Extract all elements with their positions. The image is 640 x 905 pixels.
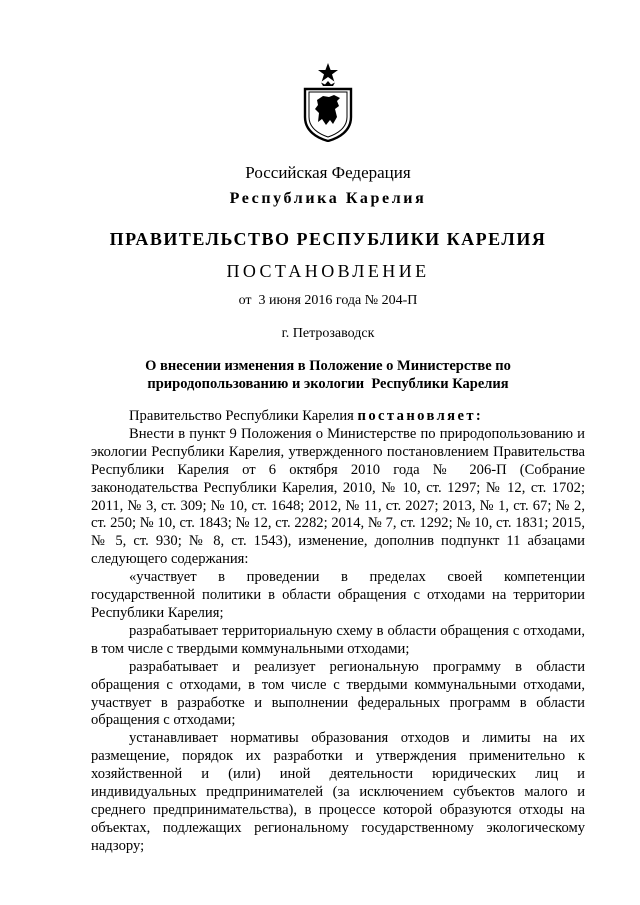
document-title-line-1: О внесении изменения в Положение о Министерстве по: [145, 358, 511, 374]
document-body: [91, 408, 585, 856]
republic-name: Республика Карелия: [229, 190, 427, 207]
karelia-coat-of-arms-icon: [302, 62, 354, 142]
intro-verb: постановляет:: [357, 408, 484, 424]
intro-prefix: Правительство Республики Карелия: [129, 408, 358, 424]
body-paragraph: Внести в пункт 9 Положения о Министерстве по природопользованию и экологии Республики Карелия, утвержденного постановлением Правительства Республики Карелия от 6 октября 2010 года № 206-П (Собрание законодательства Республики Карелия, 2010, № 10, ст. 1297; № 12, ст. 1702; 2011, № 3, ст. 309; № 10, ст. 1648; 2012, № 11, ст. 2027; 2013, № 1, ст. 67; № 2, ст. 250; № 10, ст. 1843; № 12, ст. 2282; 2014, № 7, ст. 1292; № 10, ст. 1831; 2015, № 5, ст. 930; № 8, ст. 1543), изменение, дополнив подпункт 11 абзацами следующего содержания:: [91, 425, 585, 568]
document-date-number: от 3 июня 2016 года № 204-П: [238, 293, 418, 308]
body-paragraph: устанавливает нормативы образования отходов и лимиты на их размещение, порядок их разработки и утверждения применительно к хозяйственной и (или) иной деятельности юридических лиц и индивидуальных предпринимателей (за исключением субъектов малого и среднего предпринимательства), в процессе которой образуются отходы на объектах, подлежащих региональному государственному экологическому надзору;: [91, 730, 585, 854]
country-name: Российская Федерация: [245, 163, 411, 182]
body-paragraph: разрабатывает территориальную схему в области обращения с отходами, в том числе с твердыми коммунальными отходами;: [91, 622, 585, 657]
body-paragraph: «участвует в проведении в пределах своей компетенции государственной политики в области обращения с отходами на территории Республики Карелия;: [91, 569, 585, 621]
document-type: ПОСТАНОВЛЕНИЕ: [226, 261, 430, 281]
document-title: [0, 357, 640, 393]
resolution-intro: [91, 408, 585, 426]
government-name: ПРАВИТЕЛЬСТВО РЕСПУБЛИКИ КАРЕЛИЯ: [109, 229, 547, 249]
document-title-line-2: природопользованию и экологии Республики Карелия: [147, 376, 509, 392]
document-city: г. Петрозаводск: [281, 326, 375, 341]
body-paragraph: разрабатывает и реализует региональную программу в области обращения с отходами, в том числе с твердыми коммунальными отходами, участвует в разработке и выполнении федеральных программ в области обращения с отходами;: [91, 658, 585, 729]
